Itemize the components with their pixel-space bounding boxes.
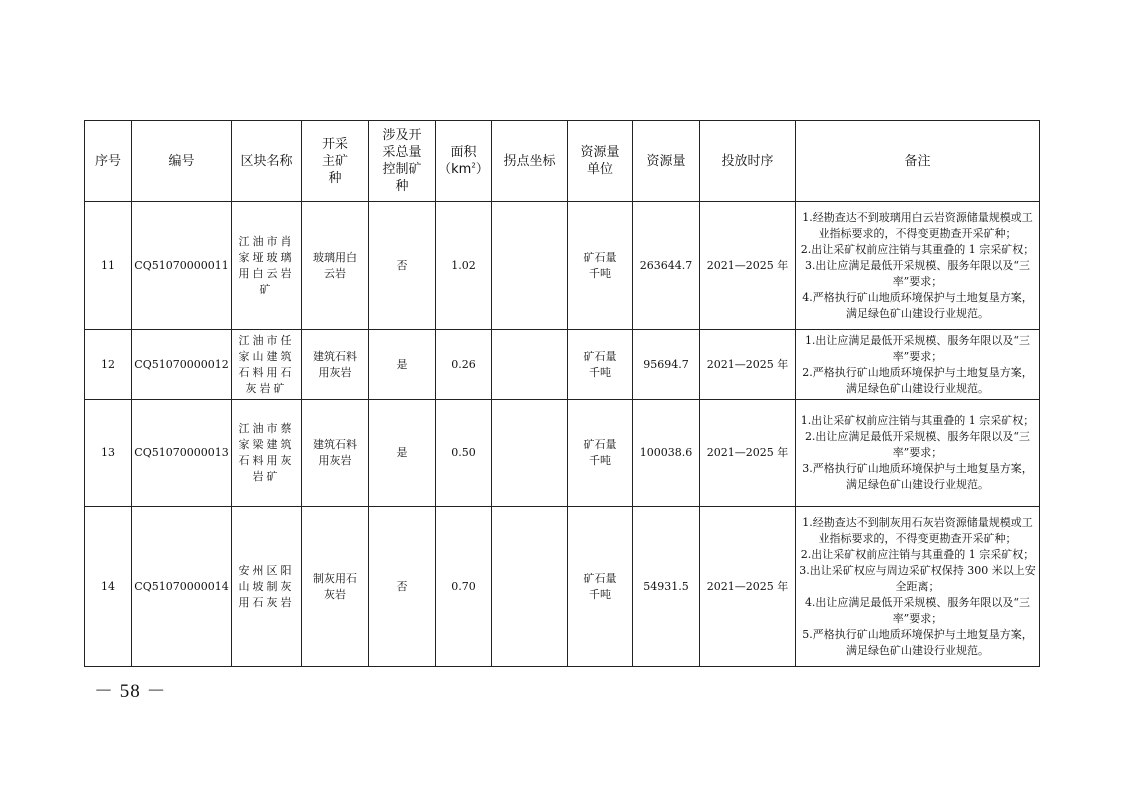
cell-code: CQ51070000013 — [132, 400, 232, 507]
cell-total-control: 否 — [369, 202, 436, 330]
header-seq: 序号 — [85, 121, 132, 202]
header-area-unit-sup: 2 — [471, 161, 476, 170]
cell-resource: 100038.6 — [633, 400, 700, 507]
remark-line: 1.出让采矿权前应注销与其重叠的 1 宗采矿权； — [800, 414, 1035, 427]
cell-resource-unit — [568, 202, 633, 330]
header-code: 编号 — [132, 121, 232, 202]
cell-block-name: 安州区阳山坡制灰用石灰岩 — [232, 507, 302, 667]
header-resource-unit-text: 资源量单位 — [580, 145, 620, 177]
remark-line: 1.经勘查达不到玻璃用白云岩资源储量规模或工业指标要求的，不得变更勘查开采矿种； — [802, 210, 1033, 240]
cell-area: 0.50 — [436, 400, 492, 507]
cell-total-control: 是 — [369, 400, 436, 507]
header-resource: 资源量 — [633, 121, 700, 202]
cell-main-mineral-text: 玻璃用白云岩 — [313, 250, 357, 280]
cell-remarks — [796, 400, 1040, 507]
remark-line: 2.严格执行矿山地质环境保护与土地复垦方案，满足绿色矿山建设行业规范。 — [802, 365, 1033, 395]
cell-resource-unit — [568, 400, 633, 507]
cell-total-control: 否 — [369, 507, 436, 667]
table-row — [85, 400, 1040, 507]
header-area-unit-text: （km — [438, 162, 472, 177]
cell-main-mineral-text: 制灰用石灰岩 — [313, 571, 357, 601]
cell-remarks — [796, 330, 1040, 400]
cell-coords — [492, 330, 568, 400]
cell-area: 1.02 — [436, 202, 492, 330]
cell-resource: 54931.5 — [633, 507, 700, 667]
header-resource-unit — [568, 121, 633, 202]
remark-line: 4.出让应满足最低开采规模、服务年限以及“三率”要求； — [804, 595, 1031, 625]
table-header-row — [85, 121, 1040, 202]
header-total-control-text: 涉及开采总量控制矿种 — [382, 128, 422, 194]
cell-release-period: 2021—2025 年 — [700, 202, 796, 330]
table-row — [85, 330, 1040, 400]
cell-resource-unit-text: 矿石量千吨 — [583, 571, 617, 601]
cell-remarks — [796, 507, 1040, 667]
cell-seq: 14 — [85, 507, 132, 667]
table-row — [85, 202, 1040, 330]
header-total-control — [369, 121, 436, 202]
cell-coords — [492, 507, 568, 667]
header-release-period: 投放时序 — [700, 121, 796, 202]
cell-seq: 13 — [85, 400, 132, 507]
remark-line: 1.经勘查达不到制灰用石灰岩资源储量规模或工业指标要求的，不得变更勘查开采矿种； — [802, 515, 1033, 545]
cell-resource-unit — [568, 507, 633, 667]
cell-main-mineral — [302, 507, 369, 667]
header-area-unit-close: ） — [475, 162, 489, 177]
remark-line: 3.严格执行矿山地质环境保护与土地复垦方案，满足绿色矿山建设行业规范。 — [802, 462, 1033, 491]
cell-release-period: 2021—2025 年 — [700, 400, 796, 507]
table-row — [85, 507, 1040, 667]
cell-block-name: 江油市任家山建筑石料用石灰岩矿 — [232, 330, 302, 400]
header-area-unit — [438, 161, 489, 178]
header-remarks: 备注 — [796, 121, 1040, 202]
remark-line: 4.严格执行矿山地质环境保护与土地复垦方案，满足绿色矿山建设行业规范。 — [802, 290, 1033, 320]
cell-main-mineral — [302, 400, 369, 507]
cell-resource: 95694.7 — [633, 330, 700, 400]
cell-coords — [492, 400, 568, 507]
cell-area: 0.70 — [436, 507, 492, 667]
header-main-mineral-text: 开采主矿种 — [321, 136, 348, 186]
cell-release-period: 2021—2025 年 — [700, 330, 796, 400]
header-block-name: 区块名称 — [232, 121, 302, 202]
header-area — [436, 121, 492, 202]
remark-line: 2.出让应满足最低开采规模、服务年限以及“三率”要求； — [804, 430, 1031, 459]
cell-code: CQ51070000012 — [132, 330, 232, 400]
cell-resource-unit-text: 矿石量千吨 — [583, 250, 617, 280]
cell-main-mineral-text: 建筑石料用灰岩 — [313, 349, 357, 379]
header-main-mineral — [302, 121, 369, 202]
remark-line: 2.出让采矿权前应注销与其重叠的 1 宗采矿权； — [800, 242, 1035, 256]
cell-release-period: 2021—2025 年 — [700, 507, 796, 667]
cell-seq: 11 — [85, 202, 132, 330]
cell-code: CQ51070000014 — [132, 507, 232, 667]
page-number: － 58 － — [94, 681, 167, 702]
cell-remarks — [796, 202, 1040, 330]
cell-coords — [492, 202, 568, 330]
cell-seq: 12 — [85, 330, 132, 400]
cell-resource: 263644.7 — [633, 202, 700, 330]
remark-line: 2.出让采矿权前应注销与其重叠的 1 宗采矿权； — [800, 547, 1035, 561]
cell-resource-unit — [568, 330, 633, 400]
cell-total-control: 是 — [369, 330, 436, 400]
cell-area: 0.26 — [436, 330, 492, 400]
remark-line: 1.出让应满足最低开采规模、服务年限以及“三率”要求； — [804, 333, 1031, 363]
cell-resource-unit-text: 矿石量千吨 — [583, 349, 617, 379]
cell-main-mineral — [302, 330, 369, 400]
remark-line: 5.严格执行矿山地质环境保护与土地复垦方案，满足绿色矿山建设行业规范。 — [802, 627, 1033, 657]
remark-line: 3.出让采矿权应与周边采矿权保持 300 米以上安全距离； — [799, 563, 1036, 593]
header-area-label: 面积 — [450, 145, 477, 160]
cell-block-name: 江油市蔡家梁建筑石料用灰岩矿 — [232, 400, 302, 507]
cell-code: CQ51070000011 — [132, 202, 232, 330]
header-coords: 拐点坐标 — [492, 121, 568, 202]
cell-main-mineral — [302, 202, 369, 330]
cell-resource-unit-text: 矿石量千吨 — [583, 438, 617, 467]
cell-main-mineral-text: 建筑石料用灰岩 — [313, 438, 357, 467]
mining-blocks-table — [84, 120, 1040, 667]
cell-block-name: 江油市肖家垭玻璃用白云岩矿 — [232, 202, 302, 330]
remark-line: 3.出让应满足最低开采规模、服务年限以及“三率”要求； — [804, 258, 1031, 288]
